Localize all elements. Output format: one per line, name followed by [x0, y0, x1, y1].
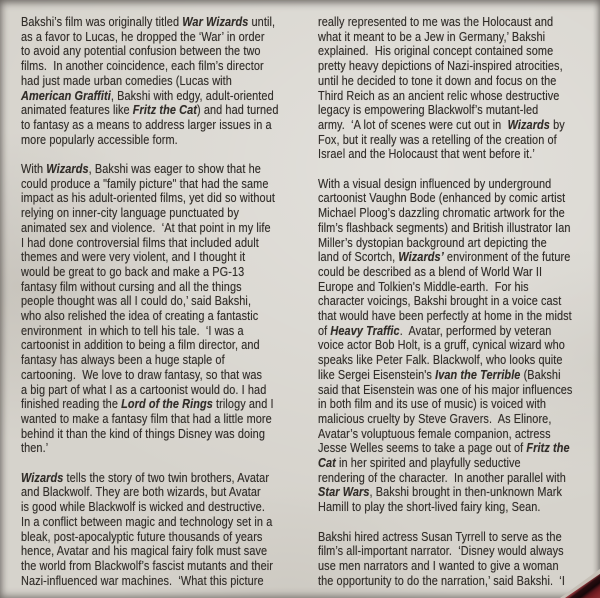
text-line: said that Eisenstein was one of his major influences: [318, 381, 573, 397]
text-line: In a conflict between magic and technology set in a: [21, 513, 273, 529]
text-line: and Blackwolf. They are both wizards, but Avatar: [21, 484, 261, 500]
text-line: fantasy film without cursing and all the things: [21, 278, 242, 294]
text-line: film’s flashback segments) and British illustrator Ian: [318, 219, 571, 235]
text-line: would be great to go back and make a PG-13: [21, 263, 245, 279]
text-line: to fantasy as a means to address larger issues in a: [21, 116, 272, 132]
text-line: Cat in her spirited and playfully seductive: [318, 455, 521, 471]
text-line: cartoonist in addition to being a film director, and: [21, 337, 260, 353]
text-line: Wizards tells the story of two twin brothers, Avatar: [21, 469, 270, 485]
text-line: Israel and the Holocaust that went before it.’: [318, 146, 535, 162]
text-line: With Wizards, Bakshi was eager to show that he: [21, 161, 261, 177]
text-line: fantasy has always been a huge staple of: [21, 352, 225, 368]
text-line: environment in which to tell his tale. ‘I was a: [21, 322, 244, 338]
text-line: who also relished the idea of creating a fantastic: [21, 308, 259, 324]
text-line: until he decided to tone it down and focus on the: [318, 72, 557, 88]
text-column-left: [21, 15, 307, 588]
text-line: Nazi-influenced war machines. ‘What this picture: [21, 572, 264, 588]
text-line: cartoonist Vaughn Bode (enhanced by comic artist: [318, 190, 566, 206]
text-line: American Graffiti, Bakshi with edgy, adult-oriented: [21, 87, 274, 103]
text-line: films. In another coincidence, each film’s director: [21, 58, 264, 74]
text-line: impact as his adult-oriented films, yet did so without: [21, 190, 275, 206]
text-line: as a favor to Lucas, he dropped the ‘War’ in order: [21, 28, 265, 44]
text-line: the world from Blackwolf’s fascist mutants and their: [21, 557, 273, 573]
text-line: Avatar’s voluptuous female companion, actress: [318, 425, 551, 441]
text-line: Bakshi’s film was originally titled War Wizards until,: [21, 14, 276, 29]
text-line: wanted to make a fantasy film that had a little more: [21, 410, 272, 426]
text-line: Fox, but it really was a retelling of the creation of: [318, 131, 557, 147]
text-line: army. ‘A lot of scenes were cut out in Wizards by: [318, 116, 565, 132]
text-line: that would have been perfectly at home in the midst: [318, 308, 572, 324]
text-line: character voicings, Bakshi brought in a voice cast: [318, 293, 562, 309]
text-line: legacy is empowering Blackwolf’s mutant-led: [318, 102, 539, 118]
text-line: what it meant to be a Jew in Germany,’ Bakshi: [318, 28, 546, 44]
text-line: like Sergei Eisenstein's Ivan the Terrible (Bakshi: [318, 366, 561, 382]
paragraph: [21, 471, 307, 589]
text-line: rendering of the character. In another parallel with: [318, 469, 566, 485]
text-line: With a visual design influenced by underground: [318, 175, 552, 191]
text-line: pretty heavy depictions of Nazi-inspired atrocities,: [318, 58, 563, 74]
text-line: use men narrators and I wanted to give a woman: [318, 557, 559, 573]
text-line: film’s all-important narrator. ‘Disney would always: [318, 543, 564, 559]
text-line: themes and were very violent, and I thought it: [21, 249, 246, 265]
paragraph: [318, 530, 600, 589]
paragraph: [318, 177, 600, 515]
text-line: is good while Blackwolf is wicked and destructive.: [21, 499, 265, 515]
text-line: in both film and its use of music) is voiced with: [318, 396, 547, 412]
text-line: animated sex and violence. ‘At that point in my life: [21, 219, 271, 235]
text-line: I had done controversial films that included adult: [21, 234, 259, 250]
text-line: Michael Ploog’s dazzling chromatic artwork for the: [318, 205, 565, 221]
text-line: Bakshi hired actress Susan Tyrrell to serve as the: [318, 528, 562, 544]
text-line: finished reading the Lord of the Rings trilogy and I: [21, 396, 274, 412]
text-line: animated features like Fritz the Cat) and had turned: [21, 102, 279, 118]
text-line: then.’: [21, 440, 49, 456]
text-line: bleak, post-apocalyptic future thousands of years: [21, 528, 263, 544]
text-line: malicious cruelty by Steve Gravers. As Elinore,: [318, 410, 552, 426]
text-line: the opportunity to do the narration,’ said Bakshi. ‘I: [318, 572, 565, 588]
text-line: more popularly accessible form.: [21, 131, 178, 147]
text-line: cartooning. We love to draw fantasy, so that was: [21, 366, 263, 382]
paragraph: [21, 15, 307, 147]
text-line: Europe and Tolkien's Middle-earth. For his: [318, 278, 529, 294]
paragraph: [318, 15, 600, 162]
text-line: Hamill to play the short-lived fairy king, Sean.: [318, 499, 541, 515]
text-line: a big part of what I as a cartoonist would do. I had: [21, 381, 267, 397]
text-line: speaks like Peter Falk. Blackwolf, who looks quite: [318, 352, 563, 368]
text-line: behind it than the kind of things Disney was doing: [21, 425, 265, 441]
text-line: Star Wars, Bakshi brought in then-unknown Mark: [318, 484, 563, 500]
text-line: relying on inner-city language punctuated by: [21, 205, 239, 221]
text-line: had just made urban comedies (Lucas with: [21, 72, 232, 88]
text-line: voice actor Bob Holt, is a gruff, cynical wizard who: [318, 337, 565, 353]
text-line: Miller’s dystopian background art depicting the: [318, 234, 547, 250]
paragraph: [21, 162, 307, 456]
text-line: really represented to me was the Holocaust and: [318, 14, 554, 29]
text-line: land of Scortch, Wizards’ environment of the future: [318, 249, 571, 265]
text-line: Jesse Welles seems to take a page out of Fritz the: [318, 440, 570, 456]
text-line: of Heavy Traffic. Avatar, performed by veteran: [318, 322, 552, 338]
text-column-right: [318, 15, 600, 588]
text-line: could produce a "family picture" that had the same: [21, 175, 269, 191]
text-line: could be described as a blend of World War II: [318, 263, 543, 279]
text-line: explained. His original concept contained some: [318, 43, 554, 59]
text-line: hence, Avatar and his magical fairy folk must save: [21, 543, 268, 559]
text-line: Third Reich as an ancient relic whose destructive: [318, 87, 560, 103]
text-line: people thought was all I could do,’ said Bakshi,: [21, 293, 252, 309]
text-line: to avoid any potential confusion between the two: [21, 43, 261, 59]
